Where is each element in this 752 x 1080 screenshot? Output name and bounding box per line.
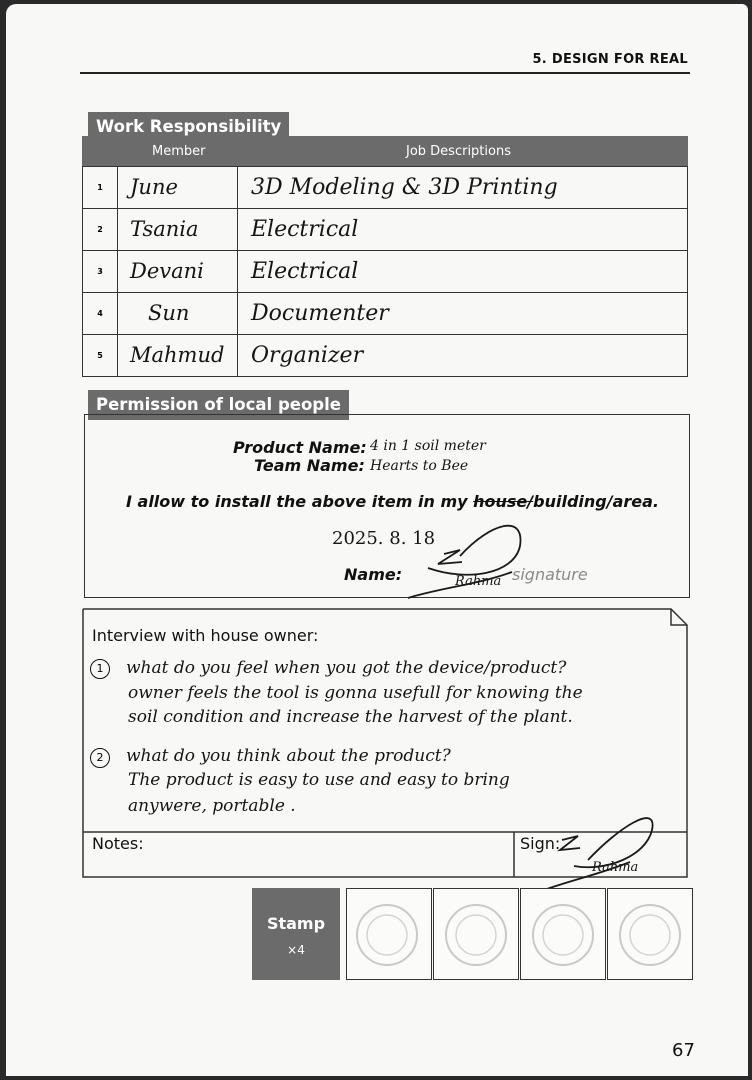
job-description: Organizer <box>251 343 364 368</box>
row-number: 3 <box>83 251 118 292</box>
product-name-label: Product Name: <box>233 438 367 457</box>
stamp-seal-icon <box>608 889 692 979</box>
member-name: Mahmud <box>118 335 238 376</box>
work-responsibility-table <box>82 166 688 377</box>
table-row <box>83 292 687 334</box>
answer-2-line-1: The product is easy to use and easy to bring <box>128 770 510 790</box>
table-row <box>83 208 687 250</box>
member-name: Devani <box>118 251 238 292</box>
question-1-number: 1 <box>90 659 110 679</box>
owner-sign-name: Rahma <box>592 860 639 875</box>
sign-label: Sign: <box>520 834 561 853</box>
notes-label: Notes: <box>92 834 144 853</box>
product-name-value: 4 in 1 soil meter <box>370 438 486 454</box>
table-row <box>83 166 687 208</box>
answer-1-line-1: owner feels the tool is gonna usefull for knowing the <box>128 683 583 703</box>
signer-name: Rahma <box>455 574 502 589</box>
signature-scribble <box>400 508 540 600</box>
row-number: 4 <box>83 293 118 334</box>
chapter-rule <box>80 72 690 74</box>
stamp-label: Stamp <box>266 914 326 933</box>
row-number: 5 <box>83 335 118 376</box>
answer-2-line-2: anywere, portable . <box>128 796 296 816</box>
member-column-header: Member <box>152 144 206 159</box>
job-description: Electrical <box>251 217 359 242</box>
stamp-slot-3 <box>520 888 606 980</box>
answer-1-line-2: soil condition and increase the harvest of the plant. <box>128 707 573 727</box>
statement-suffix: building/area. <box>533 492 659 511</box>
job-column-header: Job Descriptions <box>406 144 511 159</box>
row-number: 2 <box>83 209 118 250</box>
table-row <box>83 250 687 292</box>
statement-prefix: I allow to install the above item in my <box>126 492 474 511</box>
member-name: Tsania <box>118 209 238 250</box>
member-name: June <box>118 167 238 208</box>
stamp-slot-1 <box>346 888 432 980</box>
permission-statement <box>126 492 659 511</box>
table-row <box>83 334 687 376</box>
job-description: Documenter <box>251 301 389 326</box>
stamp-seal-icon <box>347 889 431 979</box>
chapter-heading: 5. DESIGN FOR REAL <box>532 52 688 67</box>
page-number: 67 <box>672 1040 695 1061</box>
stamp-count: ×4 <box>287 943 305 957</box>
signature-label: signature <box>512 565 588 584</box>
job-description: 3D Modeling & 3D Printing <box>251 175 558 200</box>
work-responsibility-title: Work Responsibility <box>88 112 289 142</box>
interview-title: Interview with house owner: <box>92 626 319 645</box>
stamp-seal-icon <box>521 889 605 979</box>
stamp-slot-2 <box>433 888 519 980</box>
name-label: Name: <box>344 565 403 584</box>
team-name-value: Hearts to Bee <box>370 458 469 474</box>
permission-date: 2025. 8. 18 <box>332 528 436 549</box>
row-number: 1 <box>83 167 118 208</box>
owner-signature-scribble <box>540 800 670 892</box>
stamp-label-box <box>252 888 340 980</box>
stamp-slot-4 <box>607 888 693 980</box>
work-table-header <box>82 136 688 166</box>
member-name: Sun <box>118 293 238 334</box>
question-2: what do you think about the product? <box>126 746 451 766</box>
stamp-seal-icon <box>434 889 518 979</box>
question-2-number: 2 <box>90 748 110 768</box>
job-description: Electrical <box>251 259 359 284</box>
permission-title: Permission of local people <box>88 390 349 420</box>
statement-struck-word: house/ <box>473 492 534 511</box>
team-name-label: Team Name: <box>254 456 365 475</box>
question-1: what do you feel when you got the device/product? <box>126 658 567 678</box>
